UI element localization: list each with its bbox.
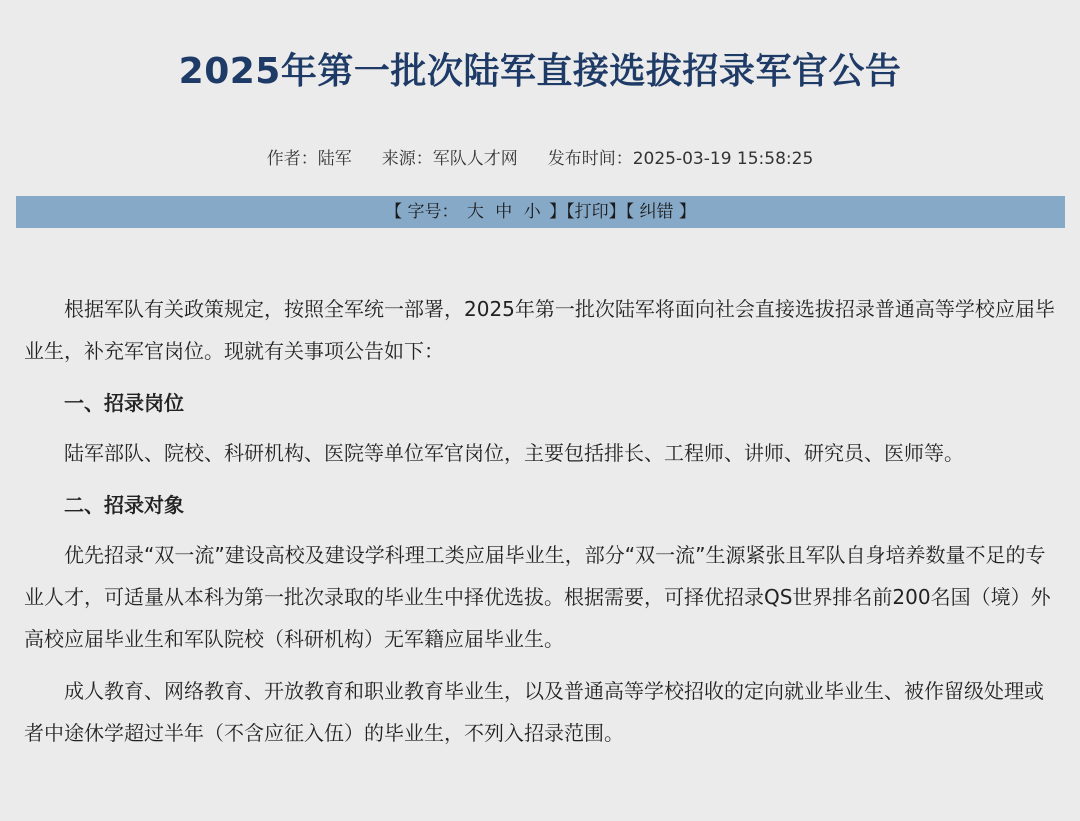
font-size-close-bracket: 】: [549, 202, 567, 222]
section-heading-targets: 二、招录对象: [64, 493, 184, 517]
author-info: [267, 147, 352, 171]
author-label: 作者：: [266, 149, 318, 169]
publish-time-info: [548, 147, 814, 171]
article-toolbar: [16, 196, 1065, 228]
font-size-medium-link[interactable]: 中: [495, 202, 513, 222]
article-meta: [0, 147, 1080, 171]
source-value: 军队人才网: [432, 149, 518, 169]
paragraph-positions: 陆军部队、院校、科研机构、医院等单位军官岗位，主要包括排长、工程师、讲师、研究员、医师等。: [64, 441, 964, 465]
source-info: [382, 147, 518, 171]
publish-time-value: 2025-03-19 15:58:25: [632, 149, 814, 169]
font-size-small-link[interactable]: 小: [523, 202, 541, 222]
author-value: 陆军: [317, 149, 352, 169]
paragraph-intro: 根据军队有关政策规定，按照全军统一部署，2025年第一批次陆军将面向社会直接选拔招录普通高等学校应届毕业生，补充军官岗位。现就有关事项公告如下：: [24, 297, 1055, 363]
publish-time-label: 发布时间：: [547, 149, 633, 169]
article-title: 2025年第一批次陆军直接选拔招录军官公告: [178, 51, 902, 92]
report-error-link[interactable]: 【 纠错 】: [625, 202, 696, 222]
article-body: [24, 288, 1060, 764]
section-heading-positions: 一、招录岗位: [64, 391, 184, 415]
paragraph-targets: 优先招录“双一流”建设高校及建设学科理工类应届毕业生，部分“双一流”生源紧张且军队自身培养数量不足的专业人才，可适量从本科为第一批次录取的毕业生中择优选拔。根据需要，可择优招录QS世界排名前200名国（境）外高校应届毕业生和军队院校（科研机构）无军籍应届毕业生。: [24, 543, 1051, 651]
source-label: 来源：: [381, 149, 433, 169]
print-link[interactable]: 【打印】: [566, 202, 626, 222]
paragraph-exclusions: 成人教育、网络教育、开放教育和职业教育毕业生，以及普通高等学校招收的定向就业毕业生、被作留级处理或者中途休学超过半年（不含应征入伍）的毕业生，不列入招录范围。: [24, 679, 1044, 745]
font-size-control: [385, 202, 566, 222]
font-size-label: 【 字号：: [385, 202, 459, 222]
font-size-large-link[interactable]: 大: [466, 202, 484, 222]
